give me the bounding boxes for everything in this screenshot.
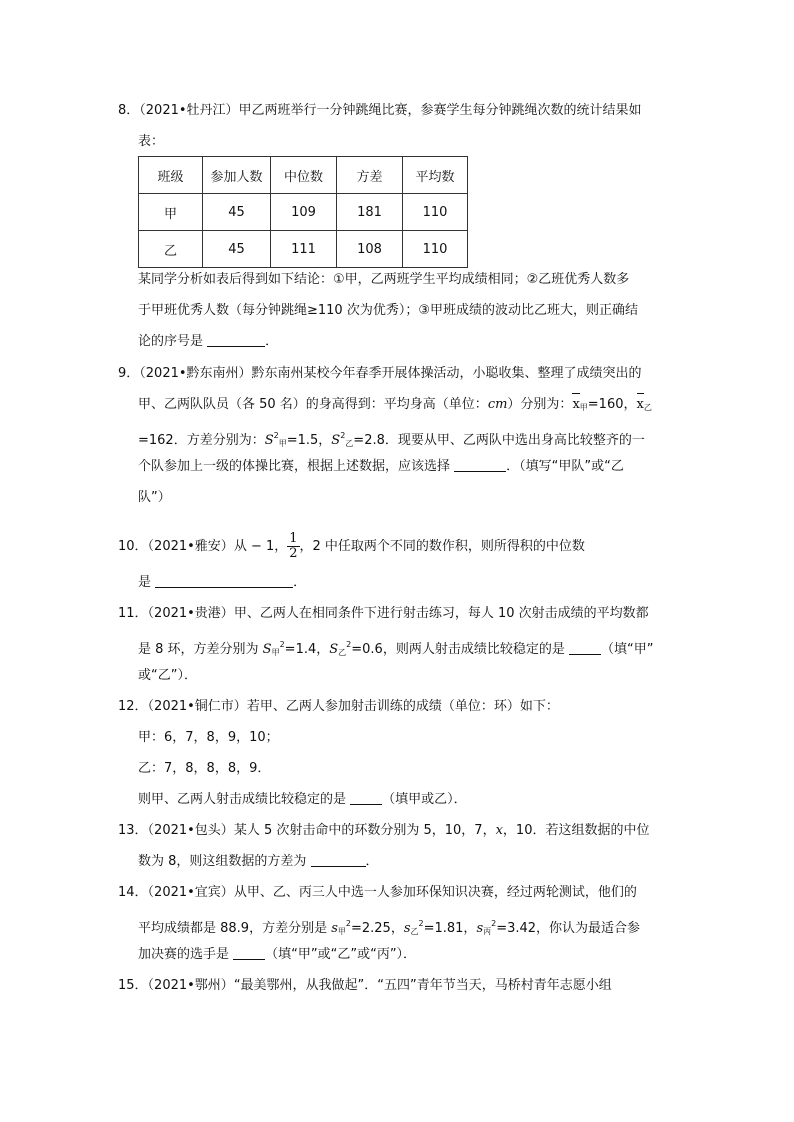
sub-jia: 甲 bbox=[271, 648, 280, 657]
q8-text: 甲乙两班举行一分钟跳绳比赛，参赛学生每分钟跳绳次数的统计结果如 bbox=[238, 103, 642, 118]
table-header-cell: 方差 bbox=[337, 157, 403, 194]
table-header-cell: 中位数 bbox=[271, 157, 337, 194]
q8-text-2: 表： bbox=[138, 134, 165, 149]
q9-text-3c: =2.8．现要从甲、乙两队中选出身高比较整齐的一 bbox=[353, 433, 645, 448]
sup-2: 2 bbox=[340, 431, 346, 440]
stats-table bbox=[138, 156, 468, 268]
sup-2: 2 bbox=[346, 640, 352, 649]
q13-text-b: ，10．若这组数据的中位 bbox=[502, 823, 650, 838]
q8-line5 bbox=[138, 332, 278, 352]
x-variable: x bbox=[495, 823, 503, 838]
q9-text-3b: =1.5， bbox=[286, 433, 332, 448]
q13-text-2: 数为 8，则这组数据的方差为 bbox=[138, 854, 311, 869]
table-cell: 甲 bbox=[139, 194, 203, 231]
q10-line1 bbox=[118, 532, 585, 561]
q14-text: 从甲、乙、丙三人中选一人参加环保知识决赛，经过两轮测试，他们的 bbox=[233, 885, 637, 900]
sub-yi: 乙 bbox=[410, 927, 419, 936]
fraction-numerator: 1 bbox=[289, 531, 298, 546]
q13-line2 bbox=[138, 852, 379, 872]
q11-text-3: 或“乙”）． bbox=[138, 668, 197, 683]
sup-2: 2 bbox=[345, 919, 351, 928]
q11-line1 bbox=[118, 604, 649, 624]
q13-number: 13． bbox=[118, 823, 148, 838]
q12-line4 bbox=[138, 790, 467, 810]
q9-text-4b: ．（填写“甲队”或“乙 bbox=[506, 459, 624, 474]
q8-number: 8． bbox=[118, 103, 140, 118]
q9-line3 bbox=[138, 426, 645, 454]
q8-text-5b: ． bbox=[265, 334, 279, 349]
table-cell: 乙 bbox=[139, 231, 203, 268]
q8-text-3: 某同学分析如表后得到如下结论：①甲，乙两班学生平均成绩相同；②乙班优秀人数多 bbox=[138, 272, 630, 287]
q11-number: 11． bbox=[118, 606, 148, 621]
answer-blank[interactable] bbox=[454, 457, 506, 472]
q13-text: 某人 5 次射击命中的环数分别为 5，10，7， bbox=[233, 823, 496, 838]
q9-text-2: 甲、乙两队队员（各 50 名）的身高得到：平均身高（单位： bbox=[138, 397, 488, 412]
q12-number: 12． bbox=[118, 699, 148, 714]
q14-text-2: 平均成绩都是 88.9，方差分别是 bbox=[138, 921, 332, 936]
q8-source: （2021•牡丹江） bbox=[139, 103, 239, 118]
sub-yi: 乙 bbox=[643, 403, 652, 412]
q8-line4 bbox=[138, 301, 638, 321]
q12-text: 若甲、乙两人参加射击训练的成绩（单位：环）如下： bbox=[246, 699, 559, 714]
q12-line1 bbox=[118, 697, 559, 717]
answer-blank[interactable] bbox=[207, 332, 265, 347]
x-bar-symbol: x bbox=[637, 395, 644, 415]
q15-line1 bbox=[118, 976, 612, 996]
s-symbol: S bbox=[262, 642, 272, 657]
q14-text-2b: =2.25， bbox=[350, 921, 404, 936]
q9-text-3: =162．方差分别为： bbox=[138, 433, 265, 448]
q9-mean-jia: =160， bbox=[587, 397, 637, 412]
q8-line2 bbox=[138, 132, 164, 152]
q10-text: 从 − 1， bbox=[233, 539, 288, 554]
q12-source: （2021•铜仁市） bbox=[147, 699, 247, 714]
q9-line4 bbox=[138, 457, 624, 477]
fraction-denominator: 2 bbox=[289, 546, 298, 561]
q10-line2 bbox=[138, 573, 306, 593]
q9-text: 黔东南州某校今年春季开展体操活动，小聪收集、整理了成绩突出的 bbox=[251, 366, 642, 381]
answer-blank[interactable] bbox=[350, 790, 382, 805]
q11-line2 bbox=[138, 635, 653, 663]
q12-line2 bbox=[138, 728, 279, 748]
s-symbol: S bbox=[329, 642, 339, 657]
q10-text-2: 是 bbox=[138, 575, 156, 590]
q12-line3 bbox=[138, 759, 270, 779]
table-cell: 110 bbox=[403, 194, 468, 231]
q11-text-2d: （填“甲” bbox=[600, 642, 654, 657]
q8-text-5: 论的序号是 bbox=[138, 334, 208, 349]
q11-text-2: 是 8 环，方差分别为 bbox=[138, 642, 263, 657]
q15-number: 15． bbox=[118, 978, 148, 993]
q8-text-4: 于甲班优秀人数（每分钟跳绳≥110 次为优秀）；③甲班成绩的波动比乙班大，则正确结 bbox=[138, 303, 638, 318]
q11-source: （2021•贵港） bbox=[147, 606, 234, 621]
q9-source: （2021•黔东南州） bbox=[139, 366, 252, 381]
table-header-cell: 平均数 bbox=[403, 157, 468, 194]
sub-yi: 乙 bbox=[345, 439, 354, 448]
x-bar-symbol: x bbox=[572, 395, 579, 415]
q9-line5 bbox=[138, 488, 171, 508]
sub-jia: 甲 bbox=[278, 439, 287, 448]
q11-line3 bbox=[138, 666, 197, 686]
q9-number: 9． bbox=[118, 366, 140, 381]
q14-line2 bbox=[138, 914, 640, 942]
table-header-row bbox=[139, 157, 468, 194]
sup-2: 2 bbox=[418, 919, 424, 928]
q14-text-2d: =3.42，你认为最适合参 bbox=[496, 921, 641, 936]
s-symbol: s bbox=[331, 921, 338, 936]
q11-text-2b: =1.4， bbox=[284, 642, 330, 657]
s-symbol: s bbox=[403, 921, 411, 936]
table-cell: 111 bbox=[271, 231, 337, 268]
q9-line1 bbox=[118, 364, 642, 384]
q13-source: （2021•包头） bbox=[147, 823, 234, 838]
answer-blank[interactable] bbox=[569, 640, 601, 655]
q10-text-b: ，2 中任取两个不同的数作积，则所得积的中位数 bbox=[299, 539, 585, 554]
table-row bbox=[139, 231, 468, 268]
q10-source: （2021•雅安） bbox=[147, 539, 234, 554]
sup-2: 2 bbox=[279, 640, 285, 649]
q10-number: 10． bbox=[118, 539, 148, 554]
q9-text-2b: ）分别为： bbox=[507, 397, 573, 412]
sub-bing: 丙 bbox=[483, 927, 492, 936]
table-header-cell: 参加人数 bbox=[203, 157, 271, 194]
q10-text-2b: ． bbox=[293, 575, 307, 590]
table-cell: 45 bbox=[203, 231, 271, 268]
q12-text-4b: （填甲或乙）． bbox=[382, 792, 467, 807]
sup-2: 2 bbox=[491, 919, 497, 928]
q12-text-3: 乙：7，8，8，8，9． bbox=[138, 761, 271, 776]
answer-blank[interactable] bbox=[311, 852, 366, 867]
table-cell: 108 bbox=[337, 231, 403, 268]
q8-line3 bbox=[138, 270, 629, 290]
table-header-cell: 班级 bbox=[139, 157, 203, 194]
q14-source: （2021•宜宾） bbox=[147, 885, 234, 900]
q9-text-5: 队”） bbox=[138, 490, 171, 505]
q14-line1 bbox=[118, 883, 637, 903]
fraction-one-half bbox=[287, 532, 299, 561]
q14-line3 bbox=[138, 945, 416, 965]
s-symbol: s bbox=[476, 921, 484, 936]
q13-line1 bbox=[118, 821, 649, 841]
s-symbol: S bbox=[331, 433, 341, 448]
q9-line2 bbox=[138, 395, 652, 418]
sub-jia: 甲 bbox=[337, 927, 346, 936]
table-cell: 109 bbox=[271, 194, 337, 231]
table-cell: 110 bbox=[403, 231, 468, 268]
q15-text: “最美鄂州，从我做起”．“五四”青年节当天，马桥村青年志愿小组 bbox=[233, 978, 612, 993]
table-cell: 181 bbox=[337, 194, 403, 231]
q9-unit: cm bbox=[487, 397, 508, 412]
s-symbol: S bbox=[264, 433, 274, 448]
table-row bbox=[139, 194, 468, 231]
q14-text-2c: =1.81， bbox=[423, 921, 477, 936]
q9-text-4: 个队参加上一级的体操比赛，根据上述数据，应该选择 bbox=[138, 459, 455, 474]
table-cell: 45 bbox=[203, 194, 271, 231]
q14-number: 14． bbox=[118, 885, 148, 900]
q11-text-2c: =0.6，则两人射击成绩比较稳定的是 bbox=[351, 642, 569, 657]
q12-text-4: 则甲、乙两人射击成绩比较稳定的是 bbox=[138, 792, 351, 807]
q12-text-2: 甲：6，7，8，9，10； bbox=[138, 730, 279, 745]
sub-jia: 甲 bbox=[579, 403, 588, 412]
q14-text-3b: （填“甲”或“乙”或“丙”）． bbox=[265, 947, 417, 962]
sub-yi: 乙 bbox=[338, 648, 347, 657]
q13-text-2b: ． bbox=[365, 854, 379, 869]
q14-text-3: 加决赛的选手是 bbox=[138, 947, 234, 962]
sup-2: 2 bbox=[273, 431, 279, 440]
q8-line1 bbox=[118, 101, 642, 121]
q11-text: 甲、乙两人在相同条件下进行射击练习，每人 10 次射击成绩的平均数都 bbox=[233, 606, 649, 621]
q15-source: （2021•鄂州） bbox=[147, 978, 234, 993]
answer-blank[interactable] bbox=[233, 945, 265, 960]
answer-blank[interactable] bbox=[155, 573, 293, 588]
